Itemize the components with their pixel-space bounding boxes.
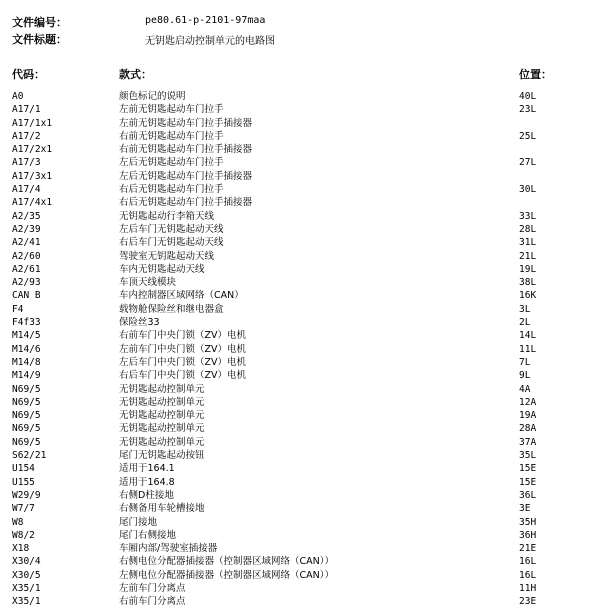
row-desc: 适用于164.1	[119, 463, 175, 475]
row-code: F4	[12, 303, 24, 315]
row-pos: 4A	[519, 383, 531, 395]
row-pos: 11H	[519, 582, 537, 594]
row-code: N69/5	[12, 436, 41, 448]
row-pos: 21L	[519, 250, 537, 262]
row-desc: 左前车门分离点	[119, 582, 186, 594]
row-desc: 左前无钥匙起动车门拉手	[119, 104, 224, 116]
row-desc: 左前车门中央门锁（ZV）电机	[119, 343, 247, 355]
row-desc: 无钥匙起动控制单元	[119, 383, 205, 395]
row-code: N69/5	[12, 396, 41, 408]
row-pos: 2L	[519, 317, 531, 329]
row-desc: 无钥匙起动控制单元	[119, 396, 205, 408]
row-desc: 无钥匙起动行李箱天线	[119, 210, 215, 222]
column-header-desc: 款式：	[119, 68, 152, 81]
row-desc: 载物舱保险丝和继电器盒	[119, 303, 224, 315]
row-pos: 9L	[519, 370, 531, 382]
table-row	[0, 502, 605, 515]
row-code: W8/2	[12, 529, 35, 541]
row-pos: 28L	[519, 223, 537, 235]
table-row	[0, 449, 605, 462]
table-row	[0, 236, 605, 249]
row-pos: 25L	[519, 130, 537, 142]
row-desc: 左后车门中央门锁（ZV）电机	[119, 356, 247, 368]
row-code: S62/21	[12, 450, 47, 462]
row-pos: 19A	[519, 410, 537, 422]
row-desc: 尾门接地	[119, 516, 158, 528]
row-desc: 无钥匙起动控制单元	[119, 436, 205, 448]
row-code: M14/8	[12, 356, 41, 368]
row-code: N69/5	[12, 410, 41, 422]
row-pos: 30L	[519, 184, 537, 196]
row-code: A17/3x1	[12, 170, 53, 182]
row-pos: 36L	[519, 489, 537, 501]
table-row	[0, 489, 605, 502]
row-desc: 左后无钥匙起动车门拉手插接器	[119, 170, 253, 182]
table-row	[0, 196, 605, 209]
row-code: N69/5	[12, 423, 41, 435]
table-row	[0, 289, 605, 302]
row-pos: 28A	[519, 423, 537, 435]
row-desc: 左后车门无钥匙起动天线	[119, 223, 224, 235]
row-pos: 15E	[519, 463, 537, 475]
row-code: A17/2x1	[12, 144, 53, 156]
row-pos: 3L	[519, 303, 531, 315]
row-desc: 颜色标记的说明	[119, 91, 186, 102]
row-pos: 33L	[519, 210, 537, 222]
row-pos: 16L	[519, 556, 537, 568]
table-row	[0, 276, 605, 289]
table-row	[0, 117, 605, 130]
table-row	[0, 569, 605, 582]
row-desc: 右前无钥匙起动车门拉手插接器	[119, 144, 253, 156]
table-row	[0, 462, 605, 475]
row-code: A2/60	[12, 250, 41, 262]
row-desc: 右侧备用车轮槽接地	[119, 503, 205, 515]
doc-number-value: pe80.61-p-2101-97maa	[145, 15, 266, 26]
table-row	[0, 529, 605, 542]
row-code: A17/3	[12, 157, 41, 169]
row-desc: 无钥匙起动控制单元	[119, 410, 205, 422]
column-header-code: 代码：	[12, 68, 45, 81]
row-pos: 38L	[519, 277, 537, 289]
row-code: A2/39	[12, 223, 41, 235]
table-row	[0, 396, 605, 409]
row-code: U154	[12, 463, 35, 475]
row-desc: 右前车门中央门锁（ZV）电机	[119, 330, 247, 342]
table-row	[0, 595, 605, 608]
row-pos: 23E	[519, 596, 537, 608]
table-row	[0, 143, 605, 156]
row-desc: 驾驶室无钥匙起动天线	[119, 250, 215, 262]
row-code: W7/7	[12, 503, 35, 515]
table-row	[0, 422, 605, 435]
row-code: X30/5	[12, 569, 41, 581]
row-code: A17/1x1	[12, 117, 53, 129]
row-pos: 37A	[519, 436, 537, 448]
row-code: A2/35	[12, 210, 41, 222]
row-pos: 14L	[519, 330, 537, 342]
row-code: A17/1	[12, 104, 41, 116]
row-pos: 27L	[519, 157, 537, 169]
table-row	[0, 183, 605, 196]
doc-number-label: 文件编号：	[12, 16, 67, 29]
row-code: A0	[12, 91, 24, 102]
row-pos: 15E	[519, 476, 537, 488]
table-row	[0, 436, 605, 449]
row-code: W29/9	[12, 489, 41, 501]
table-row	[0, 476, 605, 489]
row-desc: 右后无钥匙起动车门拉手	[119, 184, 224, 196]
table-row	[0, 356, 605, 369]
row-code: A17/4x1	[12, 197, 53, 209]
row-pos: 40L	[519, 91, 537, 102]
table-row	[0, 329, 605, 342]
row-code: A17/4	[12, 184, 41, 196]
row-code: X30/4	[12, 556, 41, 568]
parts-table	[0, 90, 605, 609]
row-desc: 车内无钥匙起动天线	[119, 263, 205, 275]
row-pos: 35L	[519, 450, 537, 462]
table-row	[0, 369, 605, 382]
row-pos: 31L	[519, 237, 537, 249]
row-pos: 36H	[519, 529, 537, 541]
row-pos: 3E	[519, 503, 531, 515]
row-desc: 无钥匙起动控制单元	[119, 423, 205, 435]
row-pos: 16K	[519, 290, 537, 302]
doc-title-value: 无钥匙启动控制单元的电路图	[145, 36, 275, 47]
row-desc: 保险丝33	[119, 317, 160, 329]
table-row	[0, 409, 605, 422]
table-row	[0, 223, 605, 236]
row-desc: 适用于164.8	[119, 476, 175, 488]
doc-title-label: 文件标题：	[12, 33, 67, 46]
row-desc: 尾门右侧接地	[119, 529, 177, 541]
row-desc: 右前车门分离点	[119, 596, 186, 608]
row-desc: 左后无钥匙起动车门拉手	[119, 157, 224, 169]
row-pos: 21E	[519, 543, 537, 555]
row-desc: 左侧电位分配器插接器（控制器区域网络（CAN））	[119, 569, 334, 581]
row-pos: 12A	[519, 396, 537, 408]
row-code: N69/5	[12, 383, 41, 395]
row-code: X35/1	[12, 582, 41, 594]
row-pos: 19L	[519, 263, 537, 275]
table-row	[0, 156, 605, 169]
row-code: X18	[12, 543, 30, 555]
row-pos: 11L	[519, 343, 537, 355]
row-pos: 35H	[519, 516, 537, 528]
table-row	[0, 90, 605, 103]
table-row	[0, 555, 605, 568]
table-row	[0, 103, 605, 116]
row-code: A2/41	[12, 237, 41, 249]
table-row	[0, 250, 605, 263]
column-header-pos: 位置：	[519, 68, 552, 81]
row-desc: 右后无钥匙起动车门拉手插接器	[119, 197, 253, 209]
row-code: M14/6	[12, 343, 41, 355]
table-row	[0, 542, 605, 555]
row-code: CAN B	[12, 290, 41, 302]
row-desc: 右前无钥匙起动车门拉手	[119, 130, 224, 142]
row-code: U155	[12, 476, 35, 488]
row-code: F4f33	[12, 317, 41, 329]
row-pos: 7L	[519, 356, 531, 368]
row-code: A2/61	[12, 263, 41, 275]
table-row	[0, 170, 605, 183]
row-code: X35/1	[12, 596, 41, 608]
table-row	[0, 210, 605, 223]
table-row	[0, 303, 605, 316]
row-desc: 车内控制器区域网络（CAN）	[119, 290, 244, 302]
row-desc: 左前无钥匙起动车门拉手插接器	[119, 117, 253, 129]
row-desc: 右侧D柱接地	[119, 489, 174, 501]
row-pos: 16L	[519, 569, 537, 581]
table-row	[0, 516, 605, 529]
row-code: M14/5	[12, 330, 41, 342]
row-code: A2/93	[12, 277, 41, 289]
table-row	[0, 383, 605, 396]
table-row	[0, 343, 605, 356]
row-desc: 车厢内部/驾驶室插接器	[119, 543, 218, 555]
row-desc: 右后车门无钥匙起动天线	[119, 237, 224, 249]
row-code: W8	[12, 516, 24, 528]
table-row	[0, 263, 605, 276]
row-pos: 23L	[519, 104, 537, 116]
row-desc: 右后车门中央门锁（ZV）电机	[119, 370, 247, 382]
row-desc: 右侧电位分配器插接器（控制器区域网络（CAN））	[119, 556, 334, 568]
row-desc: 车顶天线模块	[119, 277, 177, 289]
row-code: M14/9	[12, 370, 41, 382]
table-row	[0, 582, 605, 595]
row-code: A17/2	[12, 130, 41, 142]
table-row	[0, 130, 605, 143]
row-desc: 尾门无钥匙起动按钮	[119, 450, 205, 462]
table-row	[0, 316, 605, 329]
